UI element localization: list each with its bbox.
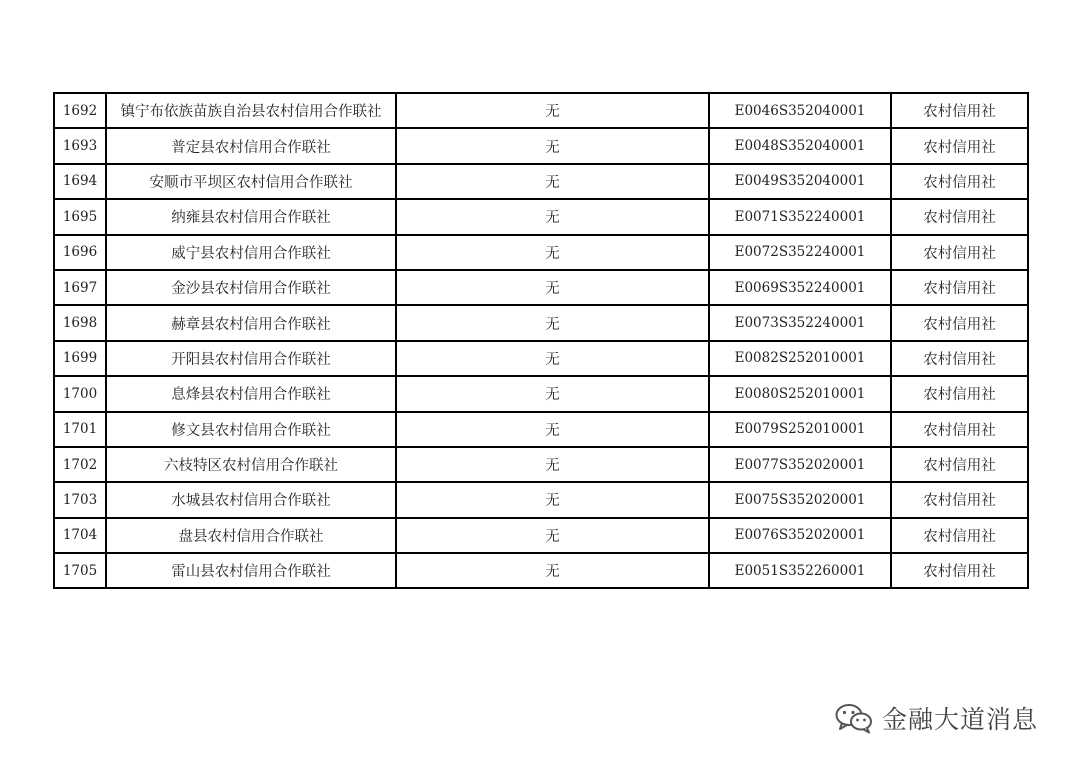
other-name-cell: 无: [396, 447, 709, 482]
row-number-cell: 1693: [54, 128, 106, 163]
institution-name-cell: 安顺市平坝区农村信用合作联社: [106, 164, 396, 199]
row-number-cell: 1694: [54, 164, 106, 199]
institution-name-cell: 纳雍县农村信用合作联社: [106, 199, 396, 234]
other-name-cell: 无: [396, 93, 709, 128]
institution-name-cell: 金沙县农村信用合作联社: [106, 270, 396, 305]
row-number-cell: 1700: [54, 376, 106, 411]
table-row: [54, 341, 1028, 376]
row-number-cell: 1705: [54, 553, 106, 588]
other-name-cell: 无: [396, 128, 709, 163]
institution-type-cell: 农村信用社: [891, 341, 1028, 376]
other-name-cell: 无: [396, 412, 709, 447]
institution-name-cell: 息烽县农村信用合作联社: [106, 376, 396, 411]
institution-table: [53, 92, 1029, 589]
other-name-cell: 无: [396, 235, 709, 270]
institution-name-cell: 威宁县农村信用合作联社: [106, 235, 396, 270]
institution-type-cell: 农村信用社: [891, 305, 1028, 340]
institution-name-cell: 盘县农村信用合作联社: [106, 518, 396, 553]
row-number-cell: 1704: [54, 518, 106, 553]
other-name-cell: 无: [396, 553, 709, 588]
table-body: [54, 93, 1028, 588]
institution-name-cell: 开阳县农村信用合作联社: [106, 341, 396, 376]
institution-type-cell: 农村信用社: [891, 93, 1028, 128]
institution-type-cell: 农村信用社: [891, 553, 1028, 588]
table-row: [54, 93, 1028, 128]
row-number-cell: 1703: [54, 482, 106, 517]
institution-name-cell: 六枝特区农村信用合作联社: [106, 447, 396, 482]
license-code-cell: E0048S352040001: [709, 128, 891, 163]
institution-name-cell: 镇宁布依族苗族自治县农村信用合作联社: [106, 93, 396, 128]
table-row: [54, 164, 1028, 199]
table-row: [54, 235, 1028, 270]
license-code-cell: E0071S352240001: [709, 199, 891, 234]
license-code-cell: E0075S352020001: [709, 482, 891, 517]
institution-name-cell: 普定县农村信用合作联社: [106, 128, 396, 163]
institution-name-cell: 水城县农村信用合作联社: [106, 482, 396, 517]
row-number-cell: 1702: [54, 447, 106, 482]
license-code-cell: E0051S352260001: [709, 553, 891, 588]
institution-type-cell: 农村信用社: [891, 412, 1028, 447]
table-row: [54, 553, 1028, 588]
institution-type-cell: 农村信用社: [891, 518, 1028, 553]
license-code-cell: E0046S352040001: [709, 93, 891, 128]
institution-type-cell: 农村信用社: [891, 447, 1028, 482]
table-row: [54, 199, 1028, 234]
wechat-icon: [834, 702, 874, 734]
table-row: [54, 128, 1028, 163]
other-name-cell: 无: [396, 199, 709, 234]
institution-name-cell: 赫章县农村信用合作联社: [106, 305, 396, 340]
table-row: [54, 518, 1028, 553]
license-code-cell: E0077S352020001: [709, 447, 891, 482]
table-row: [54, 270, 1028, 305]
institution-type-cell: 农村信用社: [891, 482, 1028, 517]
institution-name-cell: 修文县农村信用合作联社: [106, 412, 396, 447]
institution-type-cell: 农村信用社: [891, 199, 1028, 234]
license-code-cell: E0073S352240001: [709, 305, 891, 340]
institution-type-cell: 农村信用社: [891, 376, 1028, 411]
other-name-cell: 无: [396, 164, 709, 199]
license-code-cell: E0072S352240001: [709, 235, 891, 270]
other-name-cell: 无: [396, 518, 709, 553]
other-name-cell: 无: [396, 270, 709, 305]
license-code-cell: E0080S252010001: [709, 376, 891, 411]
institution-type-cell: 农村信用社: [891, 128, 1028, 163]
other-name-cell: 无: [396, 305, 709, 340]
watermark: [834, 700, 1038, 736]
license-code-cell: E0076S352020001: [709, 518, 891, 553]
license-code-cell: E0049S352040001: [709, 164, 891, 199]
table-row: [54, 412, 1028, 447]
institution-type-cell: 农村信用社: [891, 164, 1028, 199]
other-name-cell: 无: [396, 376, 709, 411]
institution-type-cell: 农村信用社: [891, 270, 1028, 305]
row-number-cell: 1698: [54, 305, 106, 340]
table-row: [54, 305, 1028, 340]
row-number-cell: 1695: [54, 199, 106, 234]
table-row: [54, 447, 1028, 482]
row-number-cell: 1701: [54, 412, 106, 447]
institution-type-cell: 农村信用社: [891, 235, 1028, 270]
other-name-cell: 无: [396, 341, 709, 376]
row-number-cell: 1697: [54, 270, 106, 305]
institution-name-cell: 雷山县农村信用合作联社: [106, 553, 396, 588]
row-number-cell: 1696: [54, 235, 106, 270]
license-code-cell: E0069S352240001: [709, 270, 891, 305]
table-row: [54, 376, 1028, 411]
table-row: [54, 482, 1028, 517]
row-number-cell: 1692: [54, 93, 106, 128]
row-number-cell: 1699: [54, 341, 106, 376]
license-code-cell: E0082S252010001: [709, 341, 891, 376]
watermark-text: 金融大道消息: [882, 705, 1039, 734]
license-code-cell: E0079S252010001: [709, 412, 891, 447]
other-name-cell: 无: [396, 482, 709, 517]
